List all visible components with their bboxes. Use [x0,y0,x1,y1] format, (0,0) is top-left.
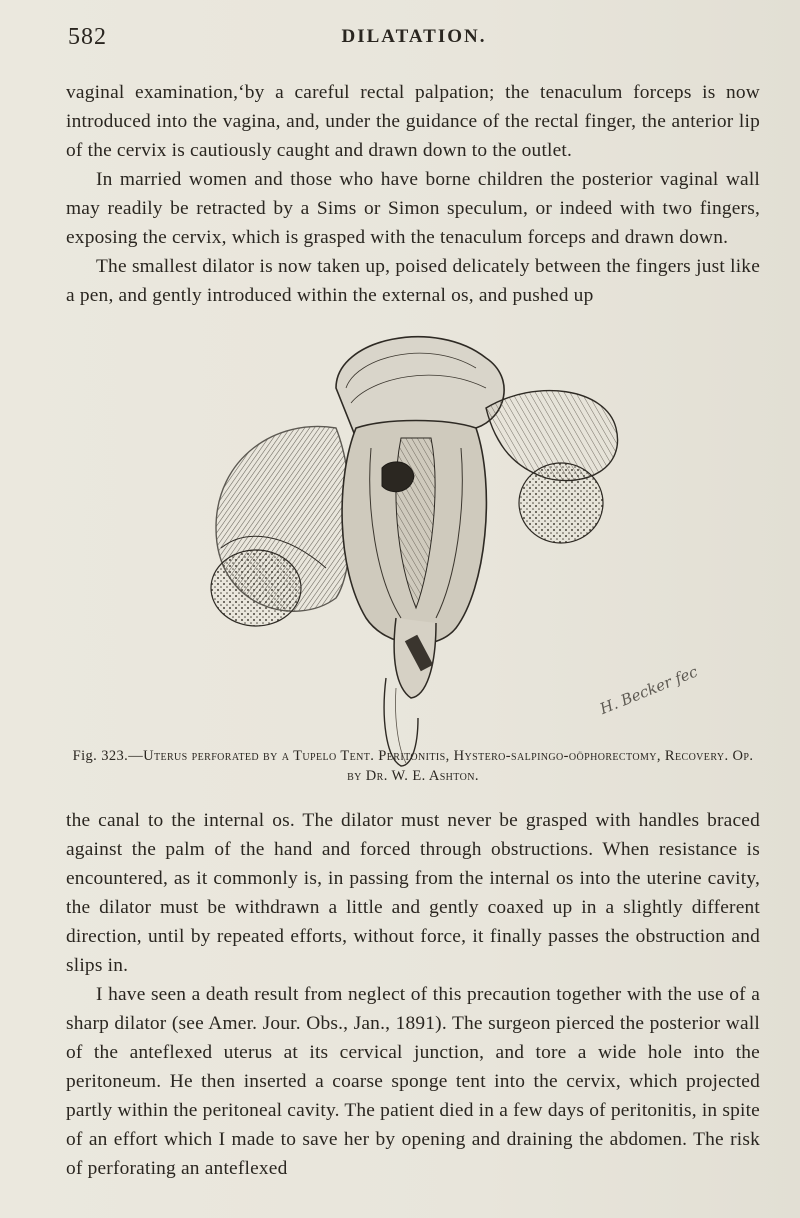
right-ovary [519,463,603,543]
paragraph-death-result: I have seen a death result from neglect of this precaution together with the use of a sharp dilator (see Amer. Jour. Obs., Jan., 1891). The surgeon pierced the posterior wall of the anteflexed uterus at its cervical junction, and tore a wide hole into the peritoneum. He then inserted a coarse sponge tent into the cervix, which projected partly within the peritoneal cavity. The patient died in a few days of peritonitis, in spite of an effort which I made to save her by opening and draining the abdomen. The risk of perforating an anteflexed [66,984,760,1179]
left-ovary [211,550,301,626]
body-text-bottom [66,806,760,1183]
paragraph-continuation: vaginal examination,‘by a careful rectal palpation; the tenaculum forceps is now introduced into the vagina, and, under the guidance of the rectal finger, the anterior lip of the cervix is cautiously caught and drawn down to the outlet. [66,82,760,161]
paragraph-canal: the canal to the internal os. The dilator must never be grasped with handles braced against the palm of the hand and forced through obstructions. When resistance is encountered, as it commonly is, in passing from the internal os into the uterine cavity, the dilator must be withdrawn a little and gently coaxed up in a slightly different direction, until by repeated efforts, without force, it finally passes the obstruction and slips in. [66,810,760,976]
paragraph-smallest-dilator: The smallest dilator is now taken up, poised delicately between the fingers just like a pen, and gently introduced within the external os, and pushed up [66,256,760,306]
running-head: DILATATION. [341,26,487,47]
perforation-hole [382,462,414,492]
page-number: 582 [68,24,107,50]
engraving-drawing [186,318,630,768]
figure-caption-text: —Uterus perforated by a Tupelo Tent. Peritonitis, Hystero-salpingo-oöphorectomy, Recovery. Op. by Dr. W. E. Ashton. [128,748,754,784]
figure-label: Fig. 323. [72,748,129,764]
engraver-signature: H. Becker fec [597,662,701,718]
page-header [68,24,760,54]
uterus-illustration [186,318,630,768]
body-text-top [66,78,760,310]
figure-caption [66,746,760,786]
paragraph-married-women: In married women and those who have borne children the posterior vaginal wall may readily be retracted by a Sims or Simon speculum, or indeed with two fingers, exposing the cervix, which is grasped with the tenaculum forceps and drawn down. [66,169,760,248]
